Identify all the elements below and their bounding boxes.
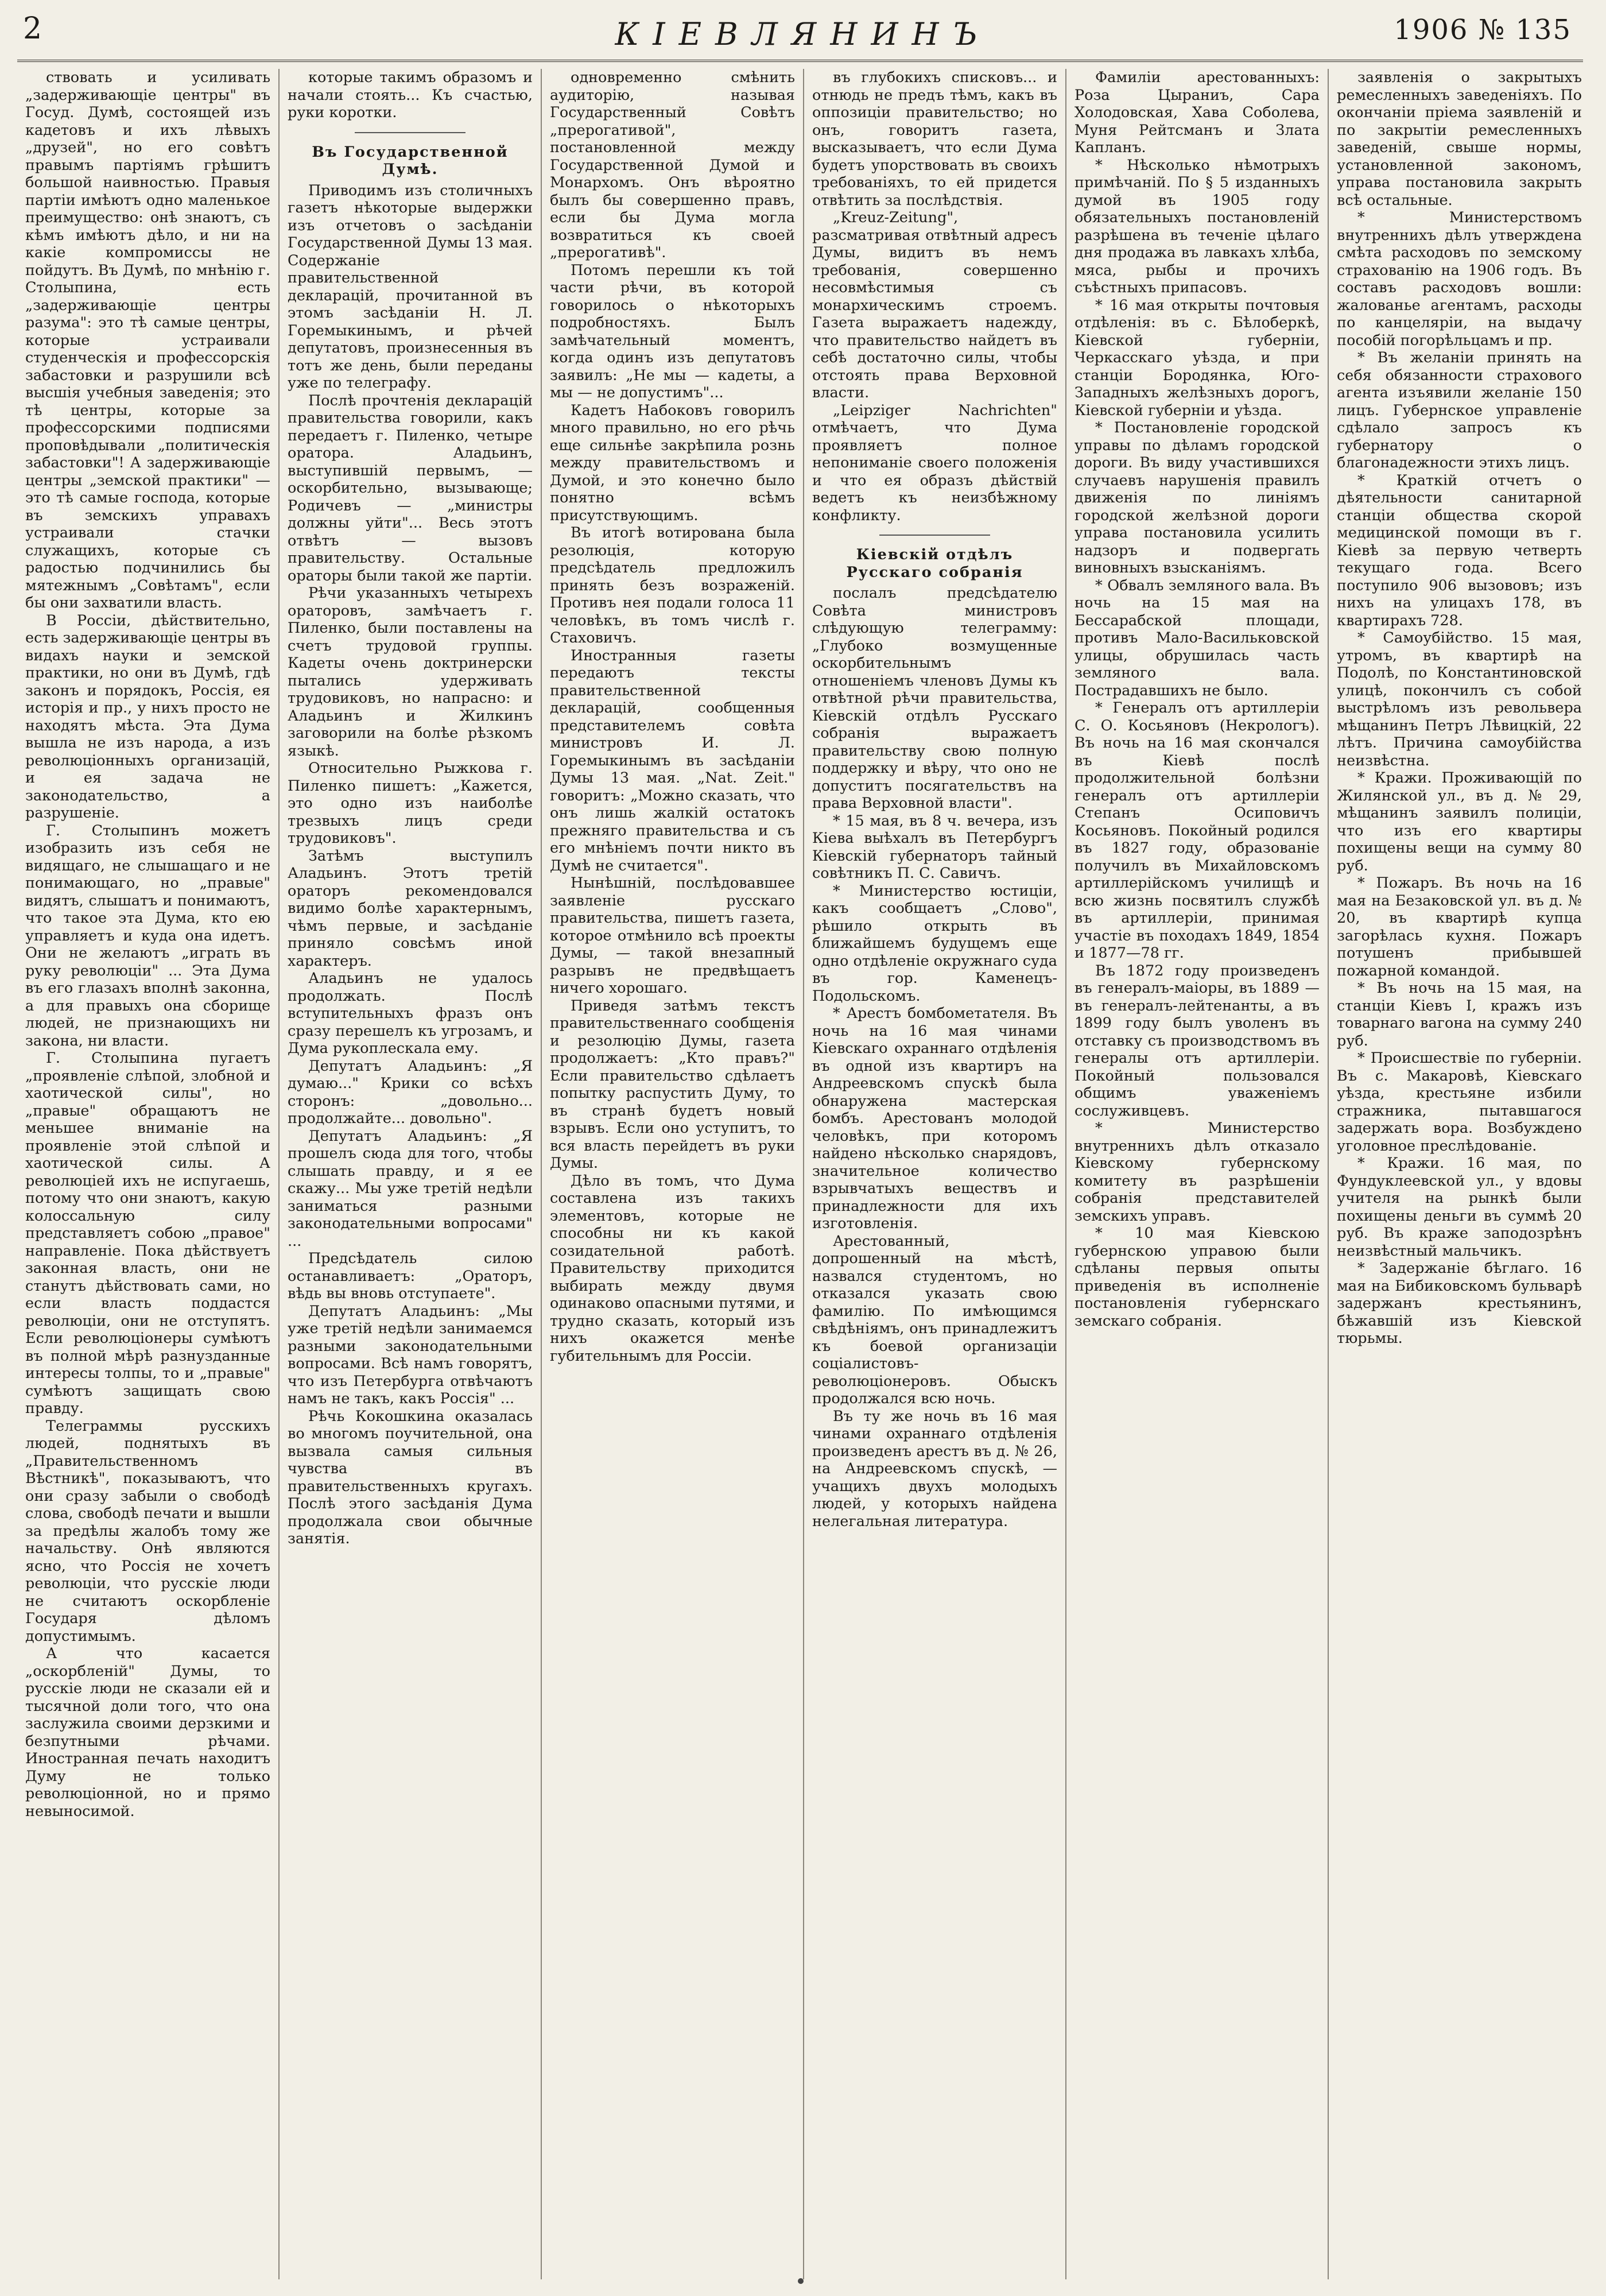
article-paragraph: Въ итогѣ вотирована была резолюція, которую предсѣдатель предложилъ принять безъ возраженій. Противъ нея подали голоса 11 человѣкъ, въ томъ числѣ г. Стаховичъ. [550, 524, 795, 646]
article-paragraph: Въ ту же ночь въ 16 мая чинами охраннаго отдѣленія произведенъ арестъ въ д. № 26, на Андреевскомъ спускѣ, — учащихъ двухъ молодыхъ людей, у которыхъ найдена нелегальная литература. [812, 1407, 1057, 1530]
article-paragraph: Потомъ перешли къ той части рѣчи, въ которой говорилось о нѣкоторыхъ подробностяхъ. Былъ замѣчательный моментъ, когда одинъ изъ депутатовъ заявилъ: „Не мы — кадеты, а мы — не допустимъ"... [550, 261, 795, 401]
article-paragraph: Предсѣдатель силою останавливаетъ: „Ораторъ, вѣдь вы вновь отступаете". [288, 1250, 533, 1302]
column-2 [280, 69, 542, 2279]
masthead-divider [17, 60, 1583, 62]
article-separator [879, 535, 990, 536]
article-paragraph: которые такимъ образомъ и начали стоять... Къ счастью, руки коротки. [288, 69, 533, 121]
article-paragraph: * 10 мая Кіевскою губернскою управою были сдѣланы первыя опыты приведенія въ исполненіе постановленія губернскаго земскаго собранія. [1074, 1225, 1320, 1330]
article-paragraph: * Задержаніе бѣглаго. 16 мая на Бибиковскомъ бульварѣ задержанъ крестьянинъ, бѣжавшій изъ Кіевской тюрьмы. [1337, 1260, 1582, 1347]
article-heading: Въ Государственной Думѣ. [312, 143, 509, 178]
article-paragraph: одновременно смѣнить аудиторію, называя Государственный Совѣтъ „прерогативой", постановленной между Государственной Думой и Монархомъ. Онъ вѣроятно былъ бы совершенно правъ, если бы Дума могла возвратиться къ своей „прерогативѣ". [550, 69, 795, 261]
article-paragraph: * Министерство юстиціи, какъ сообщаетъ „Слово", рѣшило открыть въ ближайшемъ будущемъ еще одно отдѣленіе окружнаго суда въ гор. Каменецъ-Подольскомъ. [812, 882, 1057, 1005]
article-paragraph: Рѣчь Кокошкина оказалась во многомъ поучительной, она вызвала самыя сильныя чувства въ правительственныхъ кругахъ. Послѣ этого засѣданія Дума продолжала свои обычные занятія. [288, 1407, 533, 1547]
article-paragraph: Въ 1872 году произведенъ въ генералъ-маіоры, въ 1889 — въ генералъ-лейтенанты, а въ 1899 году былъ уволенъ въ отставку съ производствомъ въ генералы отъ артиллеріи. Покойный пользовался общимъ уваженіемъ сослуживцевъ. [1074, 962, 1320, 1120]
article-paragraph: * Пожаръ. Въ ночь на 16 мая на Безаковской ул. въ д. № 20, въ квартирѣ купца загорѣлась кухня. Пожаръ потушенъ прибывшей пожарной командой. [1337, 874, 1582, 979]
column-3 [542, 69, 804, 2279]
article-paragraph: „Kreuz-Zeitung", разсматривая отвѣтный адресъ Думы, видитъ въ немъ требованія, совершенно несовмѣстимыя съ монархическимъ строемъ. Газета выражаетъ надежду, что правительство найдетъ въ себѣ достаточно силы, чтобы отстоять права Верховной власти. [812, 209, 1057, 401]
page-ornament-dot [798, 2278, 804, 2284]
article-paragraph: Рѣчи указанныхъ четырехъ ораторовъ, замѣчаетъ г. Пиленко, были поставлены на счетъ трудовой группы. Кадеты очень доктринерски пытались удерживать трудовиковъ, но напрасно: и Аладьинъ и Жилкинъ заговорили на болѣе рѣзкомъ языкѣ. [288, 584, 533, 760]
article-heading: Кіевскій отдѣлъ Русскаго собранія [846, 546, 1023, 581]
article-paragraph: Арестованный, допрошенный на мѣстѣ, назвался студентомъ, но отказался указать свою фамилію. По имѣющимся свѣдѣніямъ, онъ принадлежитъ къ боевой организаціи соціалистовъ-революціонеровъ. Обыскъ продолжался всю ночь. [812, 1232, 1057, 1407]
article-paragraph: Дѣло въ томъ, что Дума составлена изъ такихъ элементовъ, которые не способны ни къ какой созидательной работѣ. Правительству приходится выбирать между двумя одинаково опасными путями, и трудно сказать, который изъ нихъ окажется менѣе губительнымъ для Россіи. [550, 1172, 795, 1365]
article-paragraph: А что касается „оскорбленій" Думы, то русскіе люди не сказали ей и тысячной доли того, что она заслужила своими дерзкими и безпутными рѣчами. Иностранная печать находитъ Думу не только революціонной, но и прямо невыносимой. [25, 1645, 270, 1820]
article-paragraph: * Министерствомъ внутреннихъ дѣлъ утверждена смѣта расходовъ по земскому страхованію на 1906 годъ. Въ составъ расходовъ вошли: жалованье агентамъ, расходы по канцеляріи, на выдачу пособій погорѣльцамъ и пр. [1337, 209, 1582, 349]
article-paragraph: Депутатъ Аладьинъ: „Я прошелъ сюда для того, чтобы слышать правду, и я ее скажу... Мы уже третій недѣли заниматься разными законодательными вопросами" ... [288, 1127, 533, 1250]
article-paragraph: * 16 мая открыты почтовыя отдѣленія: въ с. Бѣлоберкѣ, Кіевской губерніи, Черкасскаго уѣзда, и при станціи Бородянка, Юго-Западныхъ желѣзныхъ дорогъ, Кіевской губерніи и уѣзда. [1074, 296, 1320, 419]
article-paragraph: * Обвалъ земляного вала. Въ ночь на 15 мая на Бессарабской площади, противъ Мало-Васильковской улицы, обрушилась часть земляного вала. Пострадавшихъ не было. [1074, 576, 1320, 699]
article-paragraph: въ глубокихъ списковъ... и отнюдь не предъ тѣмъ, какъ въ оппозиціи правительство; но онъ, говоритъ газета, высказываетъ, что если Дума будетъ упорствовать въ своихъ требованіяхъ, то ей придется отвѣтить за послѣдствія. [812, 69, 1057, 209]
article-paragraph: ствовать и усиливать „задерживающіе центры" въ Госуд. Думѣ, состоящей изъ кадетовъ и ихъ лѣвыхъ „друзей", но его совѣтъ правымъ партіямъ грѣшитъ большой наивностью. Правыя партіи имѣютъ одно маленькое преимущество: онѣ знаютъ, съ кѣмъ имѣютъ дѣло, и ни на какіе компромиссы не пойдутъ. Въ Думѣ, по мнѣнію г. Столыпина, есть „задерживающіе центры разума": это тѣ самые центры, которые устраивали студенческія и профессорскія забастовки и разрушили всѣ высшія учебныя заведенія; это тѣ центры, которые за профессорскими подписями проповѣдывали „политическія забастовки"! А задерживающіе центры „земской практики" — это тѣ самые господа, которые въ земскихъ управахъ устраивали стачки служащихъ, которые съ радостью подчинились бы мятежнымъ „Совѣтамъ", если бы они захватили власть. [25, 69, 270, 611]
article-paragraph: Аладьинъ не удалось продолжать. Послѣ вступительныхъ фразъ онъ сразу перешелъ къ угрозамъ, и Дума рукоплескала ему. [288, 970, 533, 1057]
article-paragraph: * Въ ночь на 15 мая, на станціи Кіевъ I, кражъ изъ товарнаго вагона на сумму 240 руб. [1337, 979, 1582, 1050]
article-paragraph: Иностранныя газеты передаютъ тексты правительственной декларацій, сообщенныя представителемъ совѣта министровъ И. Л. Горемыкинымъ въ засѣданіи Думы 13 мая. „Nat. Zeit." говоритъ: „Можно сказать, что онъ лишь жалкій остатокъ прежняго правительства и съ его мнѣніемъ почти никто въ Думѣ не считается". [550, 646, 795, 874]
article-paragraph: Депутатъ Аладьинъ: „Я думаю..." Крики со всѣхъ сторонъ: „довольно... продолжайте... довольно". [288, 1057, 533, 1127]
column-4 [804, 69, 1066, 2279]
column-1 [17, 69, 280, 2279]
article-paragraph: „Leipziger Nachrichten" отмѣчаетъ, что Дума проявляетъ полное непониманіе своего положенія и что ея образъ дѣйствій ведетъ къ неизбѣжному конфликту. [812, 401, 1057, 524]
article-paragraph: Депутатъ Аладьинъ: „Мы уже третій недѣли занимаемся разными законодательными вопросами. Всѣ намъ говорятъ, что изъ Петербурга отвѣчаютъ намъ не такъ, какъ Россія" ... [288, 1302, 533, 1407]
article-paragraph: * Арестъ бомбометателя. Въ ночь на 16 мая чинами Кіевскаго охраннаго отдѣленія въ одной изъ квартиръ на Андреевскомъ спускѣ была обнаружена мастерская бомбъ. Арестованъ молодой человѣкъ, при которомъ найдено нѣсколько снарядовъ, значительное количество взрывчатыхъ веществъ и принадлежности для ихъ изготовленія. [812, 1005, 1057, 1232]
article-paragraph: * Нѣсколько нѣмотрыхъ примѣчаній. По § 5 изданныхъ думой въ 1905 году обязательныхъ постановленій разрѣшена въ теченіе цѣлаго дня продажа въ лавкахъ хлѣба, мяса, рыбы и прочихъ съѣстныхъ припасовъ. [1074, 156, 1320, 296]
article-paragraph: * Постановленіе городской управы по дѣламъ городской дороги. Въ виду участившихся случаевъ нарушенія правилъ движенія по линіямъ городской желѣзной дороги управа постановила усилить надзоръ и подвергать виновныхъ взысканіямъ. [1074, 419, 1320, 576]
article-paragraph: Фамиліи арестованныхъ: Роза Цыраниъ, Сара Холодовская, Хава Соболева, Муня Рейтсманъ и Злата Капланъ. [1074, 69, 1320, 156]
article-paragraph: Затѣмъ выступилъ Аладьинъ. Этотъ третій ораторъ рекомендовался видимо болѣе характернымъ, чѣмъ первые, и засѣданіе приняло совсѣмъ иной характеръ. [288, 847, 533, 970]
issue-number: 1906 № 135 [1394, 14, 1572, 46]
article-paragraph: Приводимъ изъ столичныхъ газетъ нѣкоторые выдержки изъ отчетовъ о засѣданіи Государственной Думы 13 мая. Содержаніе правительственной декларацій, прочитанной въ этомъ засѣданіи Н. Л. Горемыкинымъ, и рѣчей депутатовъ, произнесенныя въ тотъ же день, были переданы уже по телеграфу. [288, 181, 533, 392]
article-paragraph: заявленія о закрытыхъ ремесленныхъ заведеніяхъ. По окончаніи пріема заявленій и по закрытіи ремесленныхъ заведеній, свыше нормы, установленной закономъ, управа постановила закрыть всѣ остальные. [1337, 69, 1582, 209]
masthead [0, 0, 1606, 76]
article-paragraph: Г. Столыпинъ можетъ изобразить изъ себя не видящаго, не слышащаго и не понимающаго, но „правые" видятъ, слышатъ и понимаютъ, что такое эта Дума, кто ею управляетъ и куда она идетъ. Они не желаютъ „играть въ руку революціи" ... Эта Дума въ его глазахъ вполнѣ законна, а для правыхъ она сборище людей, не признающихъ ни закона, ни власти. [25, 822, 270, 1050]
article-paragraph: Нынѣшній, послѣдовавшее заявленіе русскаго правительства, пишетъ газета, которое отмѣнило всѣ проекты Думы, — такой внезапный разрывъ не предвѣщаетъ ничего хорошаго. [550, 874, 795, 997]
article-paragraph: * 15 мая, въ 8 ч. вечера, изъ Кіева выѣхалъ въ Петербургъ Кіевскій губернаторъ тайный совѣтникъ П. С. Савичъ. [812, 812, 1057, 882]
article-paragraph: Кадетъ Набоковъ говорилъ много правильно, но его рѣчь еще сильнѣе закрѣпила рознь между правительствомъ и Думой, и это конечно было понятно всѣмъ присутствующимъ. [550, 401, 795, 524]
article-paragraph: Г. Столыпина пугаетъ „проявленіе слѣпой, злобной и хаотической силы", но „правые" обращаютъ не меньшее вниманіе на проявленіе этой слѣпой и хаотической силы. А революціей ихъ не испугаешь, потому что они знаютъ, какую колоссальную силу представляетъ собою „правое" направленіе. Пока дѣйствуетъ законная власть, они не станутъ дѣйствовать сами, но если власть поддастся революціи, они не отступятъ. Если революціонеры сумѣютъ въ полной мѣрѣ разнузданные интересы толпы, то и „правые" сумѣютъ защищать свою правду. [25, 1050, 270, 1417]
newspaper-columns [17, 69, 1590, 2279]
column-6 [1329, 69, 1590, 2279]
article-paragraph: Приведя затѣмъ текстъ правительственнаго сообщенія и резолюцію Думы, газета продолжаетъ: „Кто правъ?" Если правительство сдѣлаетъ попытку распустить Думу, то въ странѣ будетъ новый взрывъ. Если оно уступитъ, то вся власть перейдетъ въ руки Думы. [550, 997, 795, 1172]
article-paragraph: * Самоубійство. 15 мая, утромъ, въ квартирѣ на Подолѣ, по Константиновской улицѣ, покончилъ съ собой выстрѣломъ изъ револьвера мѣщанинъ Петръ Лѣвицкій, 22 лѣтъ. Причина самоубійства неизвѣстна. [1337, 629, 1582, 769]
article-paragraph: послалъ предсѣдателю Совѣта министровъ слѣдующую телеграмму: „Глубоко возмущенные оскорбительнымъ отношеніемъ членовъ Думы къ отвѣтной рѣчи правительства, Кіевскій отдѣлъ Русскаго собранія выражаетъ правительству свою полную поддержку и вѣру, что оно не допуститъ посягательствъ на права Верховной власти". [812, 584, 1057, 812]
article-paragraph: В Россіи, дѣйствительно, есть задерживающіе центры въ видахъ науки и земской практики, но они въ Думѣ, гдѣ законъ и порядокъ, Россія, ея исторія и пр., у нихъ просто не находятъ мѣста. Эта Дума вышла не изъ народа, а изъ революціонныхъ организацій, и ея задача не законодательство, а разрушеніе. [25, 611, 270, 822]
article-paragraph: * Министерство внутреннихъ дѣлъ отказало Кіевскому губернскому комитету въ разрѣшеніи собранія представителей земскихъ управъ. [1074, 1120, 1320, 1225]
article-paragraph: * Генералъ отъ артиллеріи С. О. Косьяновъ (Некрологъ). Въ ночь на 16 мая скончался въ Кіевѣ послѣ продолжительной болѣзни генералъ отъ артиллеріи Степанъ Осиповичъ Косьяновъ. Покойный родился въ 1827 году, образованіе получилъ въ Михайловскомъ артиллерійскомъ училищѣ и всю жизнь посвятилъ службѣ въ артиллеріи, принимая участіе въ походахъ 1849, 1854 и 1877—78 гг. [1074, 699, 1320, 962]
article-paragraph: Телеграммы русскихъ людей, поднятыхъ въ „Правительственномъ Вѣстникѣ", показываютъ, что они сразу забыли о свободѣ слова, свободѣ печати и вышли за предѣлы жалобъ тому же начальству. Онѣ являются ясно, что Россія не хочетъ революціи, что русскіе люди не считаютъ оскорбленіе Государя дѣломъ допустимымъ. [25, 1417, 270, 1645]
article-paragraph: * Въ желаніи принять на себя обязанности страхового агента изъявили желаніе 150 лицъ. Губернское управленіе сдѣлало запросъ къ губернатору о благонадежности этихъ лицъ. [1337, 349, 1582, 471]
column-5 [1066, 69, 1329, 2279]
article-paragraph: * Краткій отчетъ о дѣятельности санитарной станціи общества скорой медицинской помощи въ г. Кіевѣ за первую четверть текущаго года. Всего поступило 906 вызововъ; изъ нихъ на улицахъ 178, въ квартирахъ 728. [1337, 471, 1582, 629]
article-paragraph: * Происшествіе по губерніи. Въ с. Макаровѣ, Кіевскаго уѣзда, крестьяне избили стражника, пытавшагося задержать вора. Возбуждено уголовное преслѣдованіе. [1337, 1050, 1582, 1155]
newspaper-title: КІЕВЛЯНИНЪ [615, 16, 991, 52]
article-paragraph: * Кражи. Проживающій по Жилянской ул., въ д. № 29, мѣщанинъ заявилъ полиціи, что изъ его квартиры похищены вещи на сумму 80 руб. [1337, 769, 1582, 874]
article-separator [355, 132, 465, 133]
article-paragraph: * Кражи. 16 мая, по Фундуклеевской ул., у вдовы учителя на рынкѣ были похищены деньги въ суммѣ 20 руб. Въ краже заподозрѣнъ неизвѣстный мальчикъ. [1337, 1155, 1582, 1260]
article-paragraph: Относительно Рыжкова г. Пиленко пишетъ: „Кажется, это одно изъ наиболѣе трезвыхъ лицъ среди трудовиковъ". [288, 760, 533, 847]
page-number: 2 [23, 11, 42, 46]
article-paragraph: Послѣ прочтенія декларацій правительства говорили, какъ передаетъ г. Пиленко, четыре оратора. Аладьинъ, выступившій первымъ, — оскорбительно, вызывающе; Родичевъ — „министры должны уйти"... Весь этотъ отвѣтъ — вызовъ правительству. Остальные ораторы были такой же партіи. [288, 392, 533, 584]
